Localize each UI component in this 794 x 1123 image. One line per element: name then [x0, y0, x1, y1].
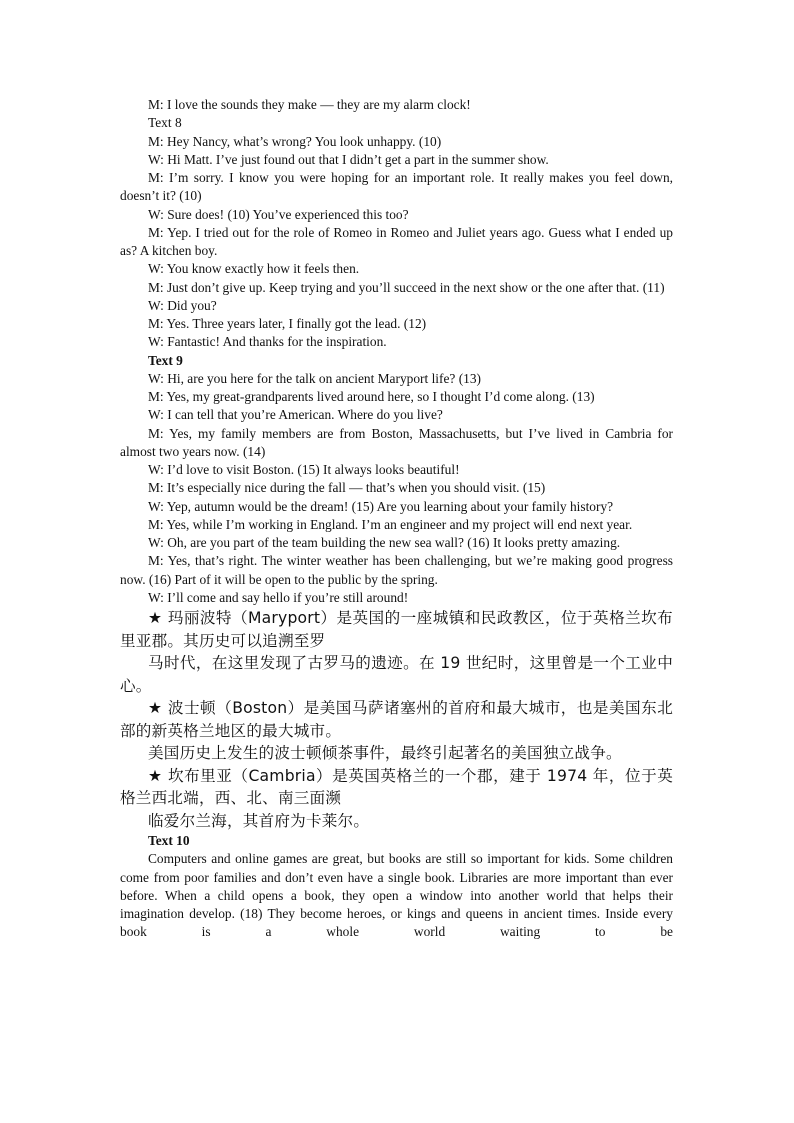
- note-text: 坎布里亚（Cambria）是英国英格兰的一个郡，建于 1974 年，位于英格兰西北端，西、北、南三面濒: [120, 766, 673, 807]
- dialogue-line: W: Yep, autumn would be the dream! (15) Are you learning about your family history?: [148, 498, 614, 514]
- dialogue-line: W: Fantastic! And thanks for the inspiration.: [148, 334, 387, 350]
- dialogue-line: W: I’d love to visit Boston. (15) It always looks beautiful!: [148, 462, 460, 477]
- note-cambria-continued: 临爱尔兰海，其首府为卡莱尔。: [148, 811, 370, 830]
- text9-heading: Text 9: [148, 352, 183, 368]
- document-page: [120, 96, 673, 942]
- star-icon: ★: [148, 699, 163, 717]
- note-cambria: [120, 765, 673, 810]
- star-icon: ★: [148, 766, 163, 785]
- dialogue-line: M: I’m sorry. I know you were hoping for an important role. It really makes you feel down, doesn’t it? (10): [120, 170, 673, 204]
- dialogue-line: W: You know exactly how it feels then.: [148, 261, 360, 277]
- text10-heading: Text 10: [148, 833, 190, 848]
- dialogue-line: M: Hey Nancy, what’s wrong? You look unhappy. (10): [148, 133, 442, 149]
- dialogue-line: M: It’s especially nice during the fall — that’s when you should visit. (15): [148, 480, 546, 496]
- dialogue-line: W: Did you?: [148, 297, 217, 313]
- dialogue-line: W: Hi Matt. I’ve just found out that I didn’t get a part in the summer show.: [148, 151, 549, 167]
- note-maryport: [120, 607, 673, 652]
- note-text: 波士顿（Boston）是美国马萨诸塞州的首府和最大城市，也是美国东北部的新英格兰地区的最大城市。: [120, 699, 673, 740]
- dialogue-line: W: I’ll come and say hello if you’re still around!: [148, 589, 409, 605]
- note-maryport-continued: 马时代，在这里发现了古罗马的遗迹。在 19 世纪时，这里曾是一个工业中心。: [120, 654, 673, 695]
- note-text: 玛丽波特（Maryport）是英国的一座城镇和民政教区，位于英格兰坎布里亚郡。其历史可以追溯至罗: [120, 609, 673, 650]
- note-boston-continued: 美国历史上发生的波士顿倾茶事件，最终引起著名的美国独立战争。: [148, 744, 622, 762]
- dialogue-line: M: Yes, my family members are from Boston, Massachusetts, but I’ve lived in Cambria for almost two years now. (14): [120, 425, 673, 459]
- text8-heading: Text 8: [148, 115, 182, 131]
- dialogue-line: M: Yes, my great-grandparents lived around here, so I thought I’d come along. (13): [148, 389, 595, 404]
- dialogue-line: W: Sure does! (10) You’ve experienced this too?: [148, 206, 409, 222]
- dialogue-line: M: Just don’t give up. Keep trying and you’ll succeed in the next show or the one after that. (11): [148, 279, 665, 295]
- dialogue-line: W: Hi, are you here for the talk on ancient Maryport life? (13): [148, 370, 482, 386]
- star-icon: ★: [148, 609, 163, 627]
- dialogue-line: M: Yep. I tried out for the role of Romeo in Romeo and Juliet years ago. Guess what I ended up as? A kitchen boy.: [120, 224, 673, 258]
- dialogue-line: M: Yes, that’s right. The winter weather has been challenging, but we’re making good progress now. (16) Part of it will be open to the public by the spring.: [120, 553, 673, 587]
- text10-body: Computers and online games are great, but books are still so important for kids. Some children come from poor families and don’t even have a single book. Libraries are more important than ever before. When a child opens a book, they open a window into another world that helps their imagination develop. (18) They become heroes, or kings and queens in ancient times. Inside every book is a whole world waiting to be: [120, 851, 673, 940]
- dialogue-line: W: Oh, are you part of the team building the new sea wall? (16) It looks pretty amazing.: [148, 535, 621, 550]
- dialogue-line: W: I can tell that you’re American. Where do you live?: [148, 407, 443, 423]
- dialogue-line: M: I love the sounds they make — they are my alarm clock!: [148, 97, 471, 112]
- dialogue-line: M: Yes. Three years later, I finally got the lead. (12): [148, 316, 427, 331]
- note-boston: [120, 697, 673, 742]
- dialogue-line: M: Yes, while I’m working in England. I’m an engineer and my project will end next year.: [148, 516, 633, 532]
